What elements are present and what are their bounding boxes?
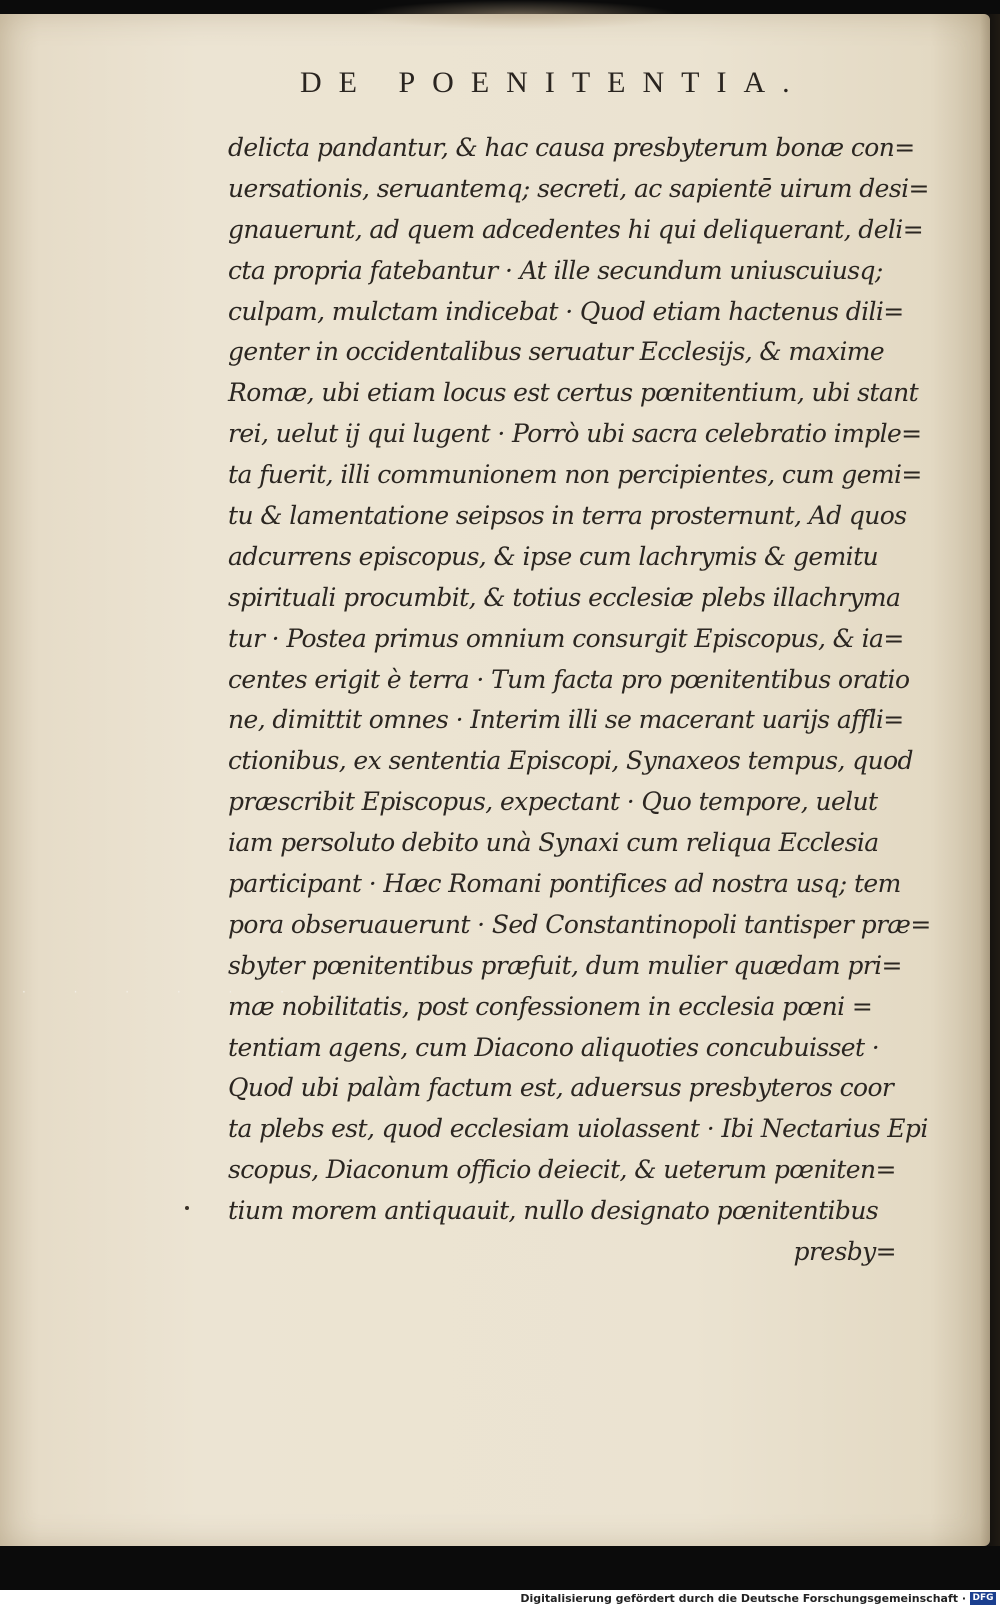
text-line: mæ nobilitatis, post confessionem in ecclesia pœni =	[228, 991, 873, 1021]
paper-stain	[360, 0, 680, 30]
text-line: Quod ubi palàm factum est, aduersus presbyteros coor	[228, 1073, 894, 1103]
text-line: rei, uelut ij qui lugent · Porrò ubi sacra celebratio imple=	[228, 419, 922, 449]
text-line: iam persoluto debito unà Synaxi cum reliqua Ecclesia	[228, 828, 879, 858]
text-line: tentiam agens, cum Diacono aliquoties concubuisset ·	[228, 1032, 880, 1062]
text-line: ctionibus, ex sententia Episcopi, Synaxeos tempus, quod	[228, 746, 913, 776]
text-line: præscribit Episcopus, expectant · Quo tempore, uelut	[228, 787, 878, 817]
dfg-logo: DFG	[970, 1592, 996, 1605]
text-line: genter in occidentalibus seruatur Ecclesijs, & maxime	[228, 337, 885, 367]
text-line: participant · Hæc Romani pontifices ad nostra usq; tem	[228, 869, 901, 899]
text-line: tium morem antiquauit, nullo designato pœnitentibus	[228, 1196, 879, 1226]
body-text	[228, 128, 931, 1273]
text-line: delicta pandantur, & hac causa presbyterum bonæ con=	[228, 133, 915, 162]
scan-marker-dots: · · · · · ·	[22, 985, 306, 999]
text-line: Romæ, ubi etiam locus est certus pœnitentium, ubi stant	[228, 378, 919, 408]
text-line: scopus, Diaconum officio deiecit, & ueterum pœniten=	[228, 1155, 896, 1185]
text-line: pora obseruauerunt · Sed Constantinopoli tantisper præ=	[228, 909, 931, 939]
catchword: presby=	[793, 1237, 896, 1267]
text-line: adcurrens episcopus, & ipse cum lachrymis & gemitu	[228, 541, 879, 571]
running-head: DE POENITENTIA.	[300, 66, 807, 99]
text-line: tu & lamentatione seipsos in terra prosternunt, Ad quos	[228, 501, 907, 531]
text-line: uersationis, seruantemq; secreti, ac sapientē uirum desi=	[228, 173, 929, 203]
text-line: ne, dimittit omnes · Interim illi se macerant uarijs affli=	[228, 705, 904, 735]
text-line: sbyter pœnitentibus præfuit, dum mulier quædam pri=	[228, 950, 902, 980]
text-line: spirituali procumbit, & totius ecclesiæ plebs illachryma	[228, 582, 901, 612]
margin-ink-dot	[185, 1206, 189, 1210]
text-line: culpam, mulctam indicebat · Quod etiam hactenus dili=	[228, 296, 904, 326]
text-line: ta plebs est, quod ecclesiam uiolassent · Ibi Nectarius Epi	[228, 1114, 928, 1144]
text-line: gnauerunt, ad quem adcedentes hi qui deliquerant, deli=	[228, 214, 924, 244]
text-line: tur · Postea primus omnium consurgit Episcopus, & ia=	[228, 623, 904, 653]
text-line: ta fuerit, illi communionem non percipientes, cum gemi=	[228, 460, 922, 490]
text-line: centes erigit è terra · Tum facta pro pœnitentibus oratio	[228, 664, 910, 694]
text-line: cta propria fatebantur · At ille secundum uniuscuiusq;	[228, 255, 883, 285]
page-edge-shadow	[980, 14, 1000, 1546]
footer-credit: Digitalisierung gefördert durch die Deutsche Forschungsgemeinschaft ·	[520, 1592, 966, 1605]
